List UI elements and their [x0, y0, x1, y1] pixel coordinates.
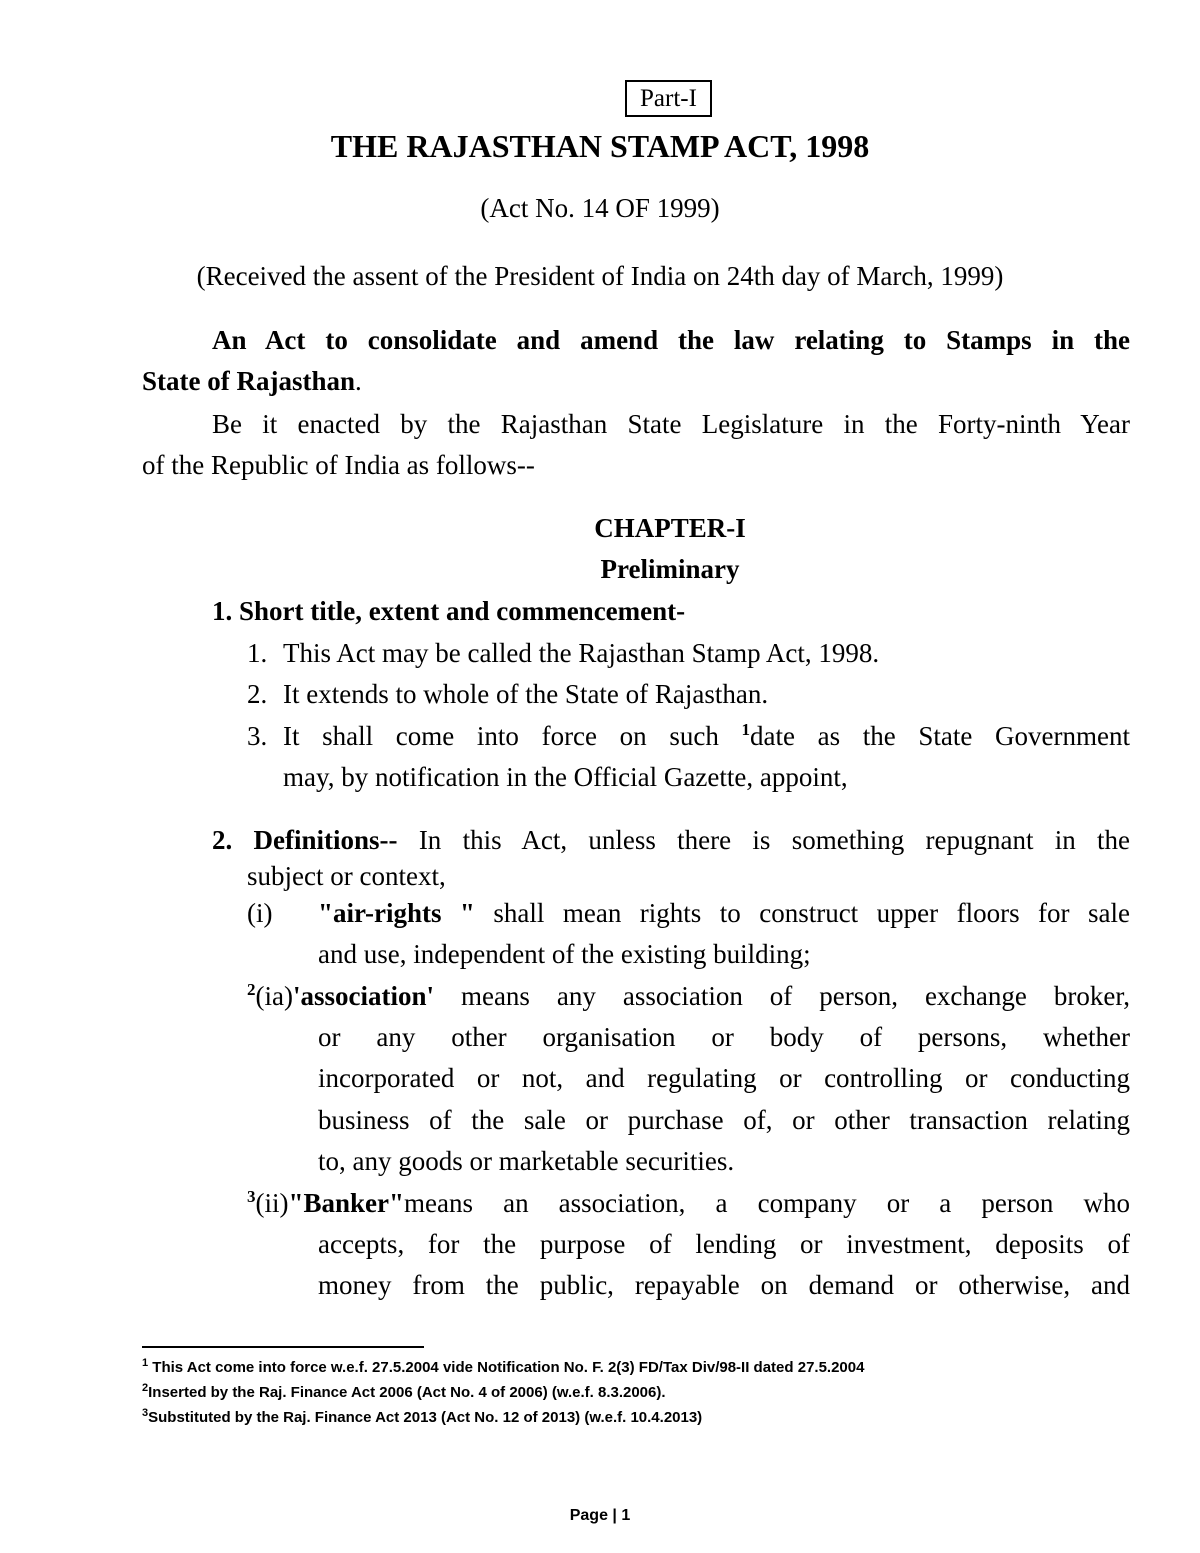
item-number: 1. — [247, 638, 268, 668]
definition-association — [247, 976, 1130, 1017]
definition-label: (ii) — [255, 1188, 289, 1218]
chapter-subheading: Preliminary — [600, 554, 740, 584]
section-2-number: 2. — [212, 825, 233, 855]
definition-label: (i) — [247, 898, 273, 928]
section-1-item-3-continued: may, by notification in the Official Gazette, appoint, — [283, 762, 848, 792]
item-text: It extends to whole of the State of Rajasthan. — [283, 679, 769, 709]
definition-term: 'association' — [292, 981, 434, 1011]
item-number: 3. — [247, 721, 268, 751]
footnote-number: 3 — [142, 1407, 149, 1419]
page-number: 1 — [621, 1507, 631, 1524]
section-1-item-2 — [0, 674, 1200, 715]
assent-note: (Received the assent of the President of India on 24th day of March, 1999) — [196, 261, 1004, 291]
item-text-end: date as the State Government — [749, 721, 1130, 751]
definition-line: business of the sale or purchase of, or other transaction relating — [318, 1105, 1130, 1135]
section-1-item-1 — [0, 633, 1200, 674]
document-title: THE RAJASTHAN STAMP ACT, 1998 — [330, 128, 870, 164]
definition-banker — [247, 1183, 1130, 1224]
footnote-text: This Act come into force w.e.f. 27.5.2004 vide Notification No. F. 2(3) FD/Tax Div/98-II dated 27.5.2004 — [148, 1359, 865, 1376]
act-number: (Act No. 14 OF 1999) — [480, 193, 720, 223]
item-text-start: It shall come into force on such — [283, 721, 719, 751]
definition-line: and use, independent of the existing building; — [318, 939, 811, 969]
enactment-line-2: of the Republic of India as follows-- — [142, 450, 535, 480]
long-title-state: State of Rajasthan — [142, 366, 355, 396]
enactment-line-1: Be it enacted by the Rajasthan State Legislature in the Forty-ninth Year — [212, 409, 1130, 439]
page-separator: | — [612, 1507, 617, 1524]
item-text — [283, 716, 1130, 757]
long-title-line-1: An Act to consolidate and amend the law relating to Stamps in the — [212, 325, 1130, 355]
section-1-heading: 1. Short title, extent and commencement- — [212, 596, 686, 626]
footnote-number: 2 — [142, 1382, 149, 1394]
footnote-number: 1 — [142, 1357, 149, 1369]
definition-term: "Banker" — [288, 1188, 404, 1218]
section-2-intro — [212, 820, 1130, 861]
footnote-ref: 2 — [247, 980, 256, 999]
definition-air-rights — [318, 893, 1130, 934]
definition-line: accepts, for the purpose of lending or investment, deposits of — [318, 1229, 1130, 1259]
page-footer — [0, 1503, 1200, 1529]
footnote-ref: 1 — [741, 720, 750, 739]
definition-term: "air-rights " — [318, 898, 475, 928]
chapter-heading: CHAPTER-I — [594, 513, 746, 543]
footnote-3 — [142, 1406, 702, 1430]
definition-text: means any association of person, exchange broker, — [460, 981, 1130, 1011]
item-text: This Act may be called the Rajasthan Stamp Act, 1998. — [283, 638, 880, 668]
long-title-period: . — [355, 366, 362, 396]
page-label: Page — [569, 1507, 608, 1524]
definition-line: money from the public, repayable on demand or otherwise, and — [318, 1270, 1130, 1300]
long-title-line-2 — [142, 361, 742, 402]
section-2-intro-continued: subject or context, — [247, 861, 446, 891]
footnote-text: Inserted by the Raj. Finance Act 2006 (Act No. 4 of 2006) (w.e.f. 8.3.2006). — [148, 1384, 666, 1401]
part-label: Part-I — [625, 80, 712, 117]
definition-text: means an association, a company or a person who — [404, 1188, 1130, 1218]
section-2-heading: Definitions-- — [253, 825, 398, 855]
footnote-1 — [142, 1356, 864, 1380]
footnote-text: Substituted by the Raj. Finance Act 2013 (Act No. 12 of 2013) (w.e.f. 10.4.2013) — [148, 1409, 703, 1426]
footnote-ref: 3 — [247, 1187, 256, 1206]
definition-label: (ia) — [255, 981, 293, 1011]
footnote-divider — [142, 1346, 424, 1348]
definition-line: or any other organisation or body of persons, whether — [318, 1022, 1130, 1052]
section-2-intro-text: In this Act, unless there is something repugnant in the — [418, 825, 1130, 855]
item-number: 2. — [247, 679, 268, 709]
definition-line: incorporated or not, and regulating or controlling or conducting — [318, 1063, 1130, 1093]
definition-text: shall mean rights to construct upper floors for sale — [493, 898, 1130, 928]
definition-line: to, any goods or marketable securities. — [318, 1146, 735, 1176]
section-1-item-3 — [0, 716, 1200, 757]
footnote-2 — [142, 1381, 666, 1405]
